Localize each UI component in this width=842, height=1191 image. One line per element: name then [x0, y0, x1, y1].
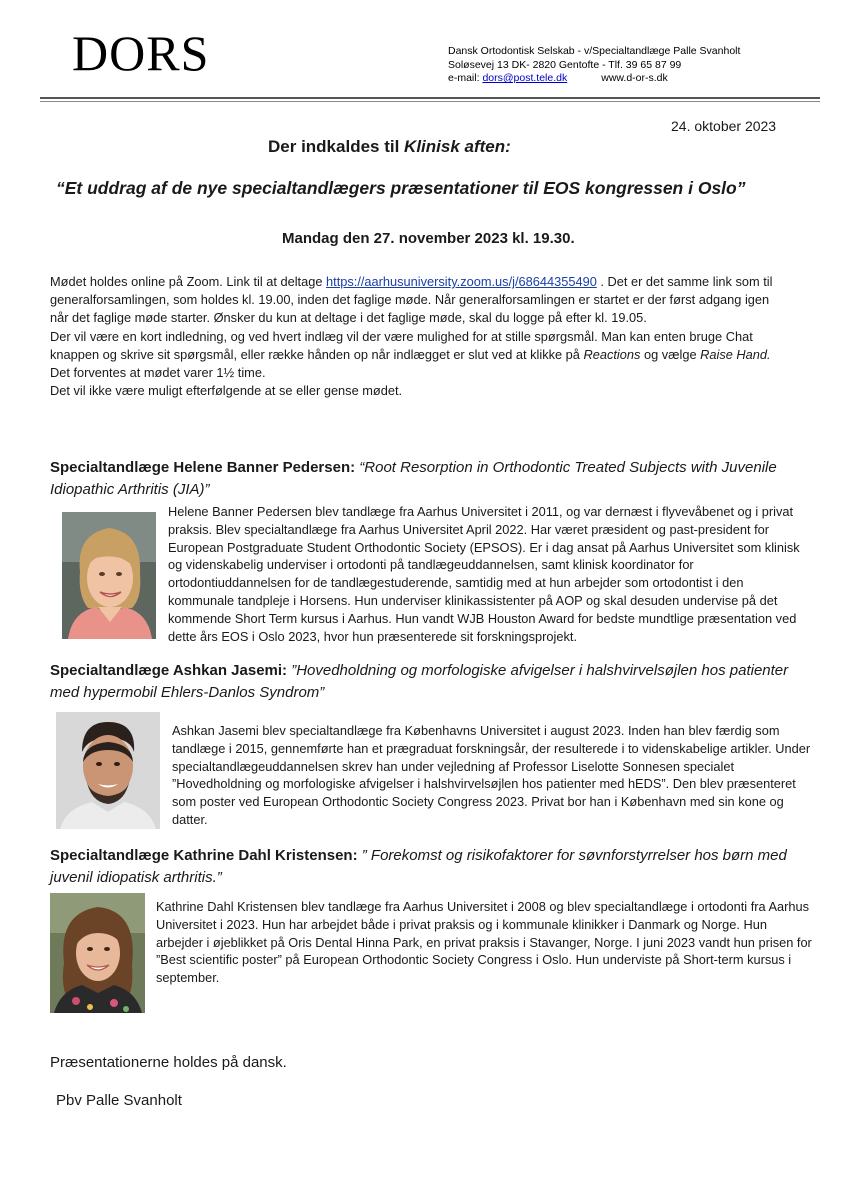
speaker-heading: [50, 845, 795, 889]
zoom-link[interactable]: https://aarhusuniversity.zoom.us/j/68644355490: [326, 274, 597, 289]
email-link[interactable]: dors@post.tele.dk: [482, 72, 568, 84]
speaker-photo: [62, 512, 156, 639]
questions-mid: og vælge: [640, 346, 701, 362]
org-info: [448, 45, 740, 86]
speaker-name: Specialtandlæge Ashkan Jasemi:: [50, 662, 292, 679]
speaker-heading: [50, 457, 795, 501]
speaker-photo: [50, 893, 145, 1013]
portrait-helene-icon: [62, 512, 156, 639]
zoom-intro: Mødet holdes online på Zoom. Link til at deltage: [50, 274, 327, 289]
org-line-2: Soløsevej 13 DK- 2820 Gentofte - Tlf. 39 65 87 99: [448, 58, 682, 71]
speaker-name: Specialtandlæge Kathrine Dahl Kristensen:: [50, 847, 362, 864]
speaker-bio: Kathrine Dahl Kristensen blev tandlæge fra Aarhus Universitet i 2008 og blev specialtandlæge i ortodonti fra Aarhus Universitet i 2023. Hun har arbejdet både i privat praksis og i kommunale klinikker i Danmark og Norge. Hun arbejder i øjeblikket på Oris Dental Hinna Park, en privat praksis i Stavanger, Norge. I juni 2023 vandt hun prisen for ”Best scientific poster” på European Orthodontic Society Congress i Oslo. Hun underviste på Short-term kursus i september.: [156, 899, 812, 986]
talk-title: “Root Resorption in Orthodontic Treated Subjects with Juvenile Idiopathic Arthritis (JIA)”: [50, 459, 777, 498]
letter-date: 24. oktober 2023: [671, 118, 777, 134]
header-divider-thin: [40, 101, 820, 102]
website: www.d-or-s.dk: [601, 72, 668, 84]
event-subtitle: “Et uddrag af de nye specialtandlægers præsentationer til EOS kongressen i Oslo”: [56, 178, 746, 198]
zoom-details: . Det er det samme link som til generalforsamlingen, som holdes kl. 19.00, inden det faglige møde. Når generalforsamlingen er startet er der først adgang igen når det faglige møde starter. Ønsker du kun at deltage i det faglige møde, skal du logge på efter kl. 19.05.: [50, 274, 773, 326]
reactions-term: Reactions: [583, 346, 641, 362]
talk-title: ” Forekomst og risikofaktorer for søvnforstyrrelser hos børn med juvenil idiopatisk arthritis.”: [50, 847, 787, 886]
email-label: e-mail:: [448, 72, 483, 84]
intro-paragraph-3: Det forventes at mødet varer 1½ time.: [50, 365, 266, 381]
logo: DORS: [72, 25, 210, 81]
intro-paragraph-2: [50, 328, 785, 364]
speaker-bio: Ashkan Jasemi blev specialtandlæge fra Københavns Universitet i august 2023. Inden han blev færdig som tandlæge i 2015, gennemførte han et prægraduat forskningsår, der resulterede i to videnskabelige artikler. Under specialtandlægeuddannelsen skrev han under vejledning af Professor Liselotte Sonnesen specialet ”Hovedholdning og morfologiske afvigelser i halshvirvelsøjlen hos patienter med hEDS”. Den blev præsenteret som poster ved European Orthodontic Society Congress 2023. Privat bor han i København med sin kone og datter.: [172, 723, 811, 827]
org-line-3: [448, 72, 740, 86]
speaker-heading: [50, 660, 795, 704]
portrait-ashkan-icon: [56, 712, 160, 829]
portrait-kathrine-icon: [50, 893, 145, 1013]
invitation-event: Klinisk aften:: [404, 137, 511, 156]
speaker-photo: [56, 712, 160, 829]
org-line-1: Dansk Ortodontisk Selskab - v/Specialtandlæge Palle Svanholt: [448, 45, 741, 57]
raise-hand-term: Raise Hand.: [700, 346, 771, 362]
language-note: Præsentationerne holdes på dansk.: [50, 1054, 287, 1071]
invitation-prefix: Der indkaldes til: [268, 137, 405, 156]
intro-paragraph-4: Det vil ikke være muligt efterfølgende at se eller gense mødet.: [50, 383, 403, 399]
speaker-bio: Helene Banner Pedersen blev tandlæge fra Aarhus Universitet i 2011, og var dernæst i flyvevåbenet og i privat praksis. Blev specialtandlæge fra Aarhus Universitet April 2022. Har været præsident og past-president for European Postgraduate Student Orthodontic Society (EPSOS). Er i dag ansat på Aarhus Universitet som klinisk og videnskabelig underviser i ortodonti på tandlægeuddannelsen, samt klinisk koordinator for ortodontiuddannelsen for de tandlægestuderende, samtidig med at hun arbejder som ortodontist i den kommunale tandpleje i Horsens. Hun underviser klinikassistenter på AOP og skal desuden undervise på det kommende Short Term kursus i Aarhus. Hun vandt WJB Houston Award for bedste mundtlige præsentation ved dette års EOS i Oslo 2023, hvor hun præsenterede sit forskningsprojekt.: [168, 504, 800, 644]
intro-text: [50, 273, 785, 400]
invitation-heading: [268, 137, 511, 157]
talk-title: ”Hovedholdning og morfologiske afvigelser i halshvirvelsøjlen hos patienter med hypermobil Ehlers-Danlos Syndrom”: [50, 662, 789, 701]
questions-text: Der vil være en kort indledning, og ved hvert indlæg vil der være mulighed for at stille spørgsmål. Man kan enten bruge Chat knappen og skrive sit spørgsmål, eller række hånden op når indlægget er slut ved at klikke på: [50, 328, 753, 362]
event-datetime: Mandag den 27. november 2023 kl. 19.30.: [282, 230, 575, 247]
intro-paragraph-1: [50, 273, 785, 328]
signature: Pbv Palle Svanholt: [56, 1092, 182, 1109]
header-divider: [40, 97, 820, 99]
speaker-name: Specialtandlæge Helene Banner Pedersen:: [50, 459, 360, 476]
